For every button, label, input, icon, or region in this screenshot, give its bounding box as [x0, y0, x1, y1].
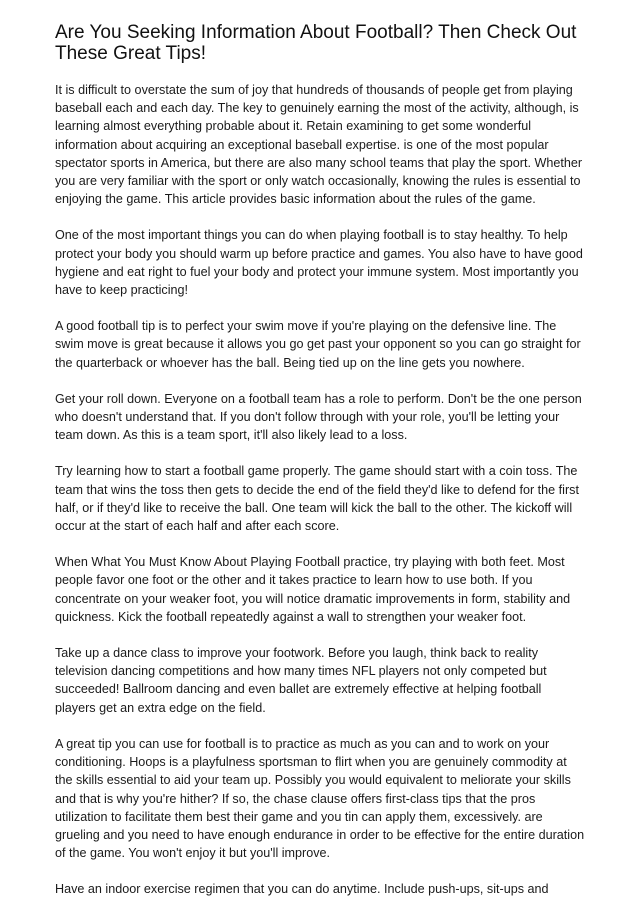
paragraph-7: Take up a dance class to improve your footwork. Before you laugh, think back to reality television dancing competitions and how many times NFL players not only competed but succeeded! Ballroom dancing and even ballet are extremely effective at helping football players get an extra edge on the field.: [55, 646, 547, 715]
paragraph-6: When What You Must Know About Playing Football practice, try playing with both feet. Most people favor one foot or the other and it takes practice to learn how to use both. If you concentrate on your weaker foot, you will notice dramatic improvements in form, stability and quickness. Kick the football repeatedly against a wall to strengthen your weaker foot.: [55, 555, 571, 624]
paragraph-9: Have an indoor exercise regimen that you can do anytime. Include push-ups, sit-ups and: [55, 882, 549, 897]
paragraph-1: It is difficult to overstate the sum of joy that hundreds of thousands of people get from playing baseball each and each day. The key to genuinely earning the most of the activity, although, is learning almost everything probable about it. Retain examining to get some wonderful information about acquiring an exceptional baseball expertise. is one of the most popular spectator sports in America, but there are also many school teams that play the sport. Whether you are very familiar with the sport or only watch occasionally, knowing the rules is essential to enjoying the game. This article provides basic information about the rules of the game.: [55, 83, 583, 207]
paragraph-4: Get your roll down. Everyone on a football team has a role to perform. Don't be the one person who doesn't understand that. If you don't follow through with your role, you'll be letting your team down. As this is a team sport, it'll also likely lead to a loss.: [55, 391, 582, 443]
paragraph-5: Try learning how to start a football game properly. The game should start with a coin toss. The team that wins the toss then gets to decide the end of the field they'd like to defend for the first half, or if they'd like to receive the ball. One team will kick the ball to the other. The kickoff will occur at the start of each half and after each score.: [55, 464, 579, 534]
paragraph-8: A great tip you can use for football is to practice as much as you can and to work on your conditioning. Hoops is a playfulness sportsman to flirt when you are genuinely commodity at the skills essential to aid your team up. Possibly you would equivalent to meliorate your skills and that is why you're hither? If so, the chase clause offers first-class tips that the pros utilization to facilitate them best their game and you tin can apply them, excessively. are grueling and you need to have enough endurance in order to be effective for the entire duration of the game. You won't enjoy it but you'll improve.: [55, 736, 585, 861]
paragraph-3: A good football tip is to perfect your swim move if you're playing on the defensive line. The swim move is great because it allows you go get past your opponent so you can go straight for the quarterback or whoever has the ball. Being tied up on the line gets you nowhere.: [55, 319, 581, 370]
paragraph-2: One of the most important things you can do when playing football is to stay healthy. To help protect your body you should warm up before practice and games. You also have to have good hygiene and eat right to fuel your body and protect your immune system. Most importantly you have to keep practicing!: [55, 228, 583, 298]
document-title: Are You Seeking Information About Football? Then Check Out These Great Tips!: [55, 22, 577, 64]
document-page: [55, 22, 585, 917]
